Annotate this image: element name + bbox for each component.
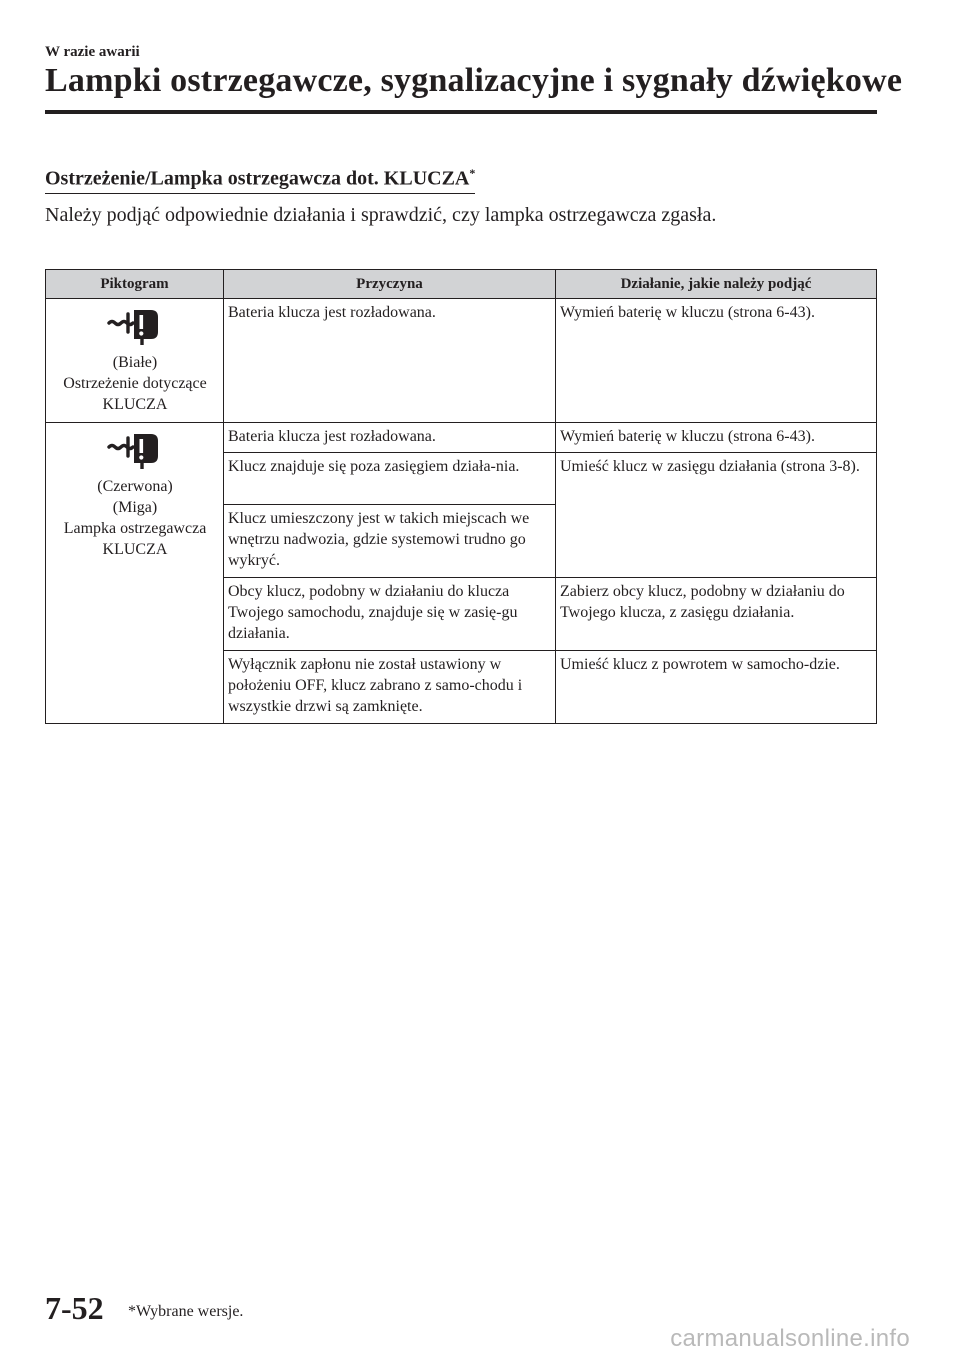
header-pictogram: Piktogram — [46, 270, 224, 299]
footnote: *Wybrane wersje. — [128, 1303, 244, 1320]
key-warning-table — [45, 269, 877, 724]
key-warning-icon — [104, 426, 166, 472]
section-label: W razie awarii — [45, 44, 140, 60]
table-row — [46, 423, 877, 453]
action-cell: Umieść klucz z powrotem w samocho-dzie. — [556, 651, 877, 724]
table-row — [46, 299, 877, 423]
cause-cell: Obcy klucz, podobny w działaniu do klucza Twojego samochodu, znajduje się w zasię-gu działania. — [224, 578, 556, 651]
action-cell: Umieść klucz w zasięgu działania (strona 3-8). — [556, 453, 877, 578]
optional-equipment-marker: * — [469, 166, 476, 180]
table-header-row — [46, 270, 877, 299]
pictogram-label-line: (Czerwona) — [97, 478, 173, 495]
pictogram-label-line: KLUCZA — [102, 396, 168, 413]
action-cell: Wymień baterię w kluczu (strona 6-43). — [556, 299, 877, 423]
key-warning-icon — [104, 302, 166, 348]
pictogram-label-line: (Miga) — [112, 499, 158, 516]
pictogram-label-line: Lampka ostrzegawcza — [63, 520, 207, 537]
cause-cell: Klucz umieszczony jest w takich miejscach we wnętrzu nadwozia, gdzie systemowi trudno go wykryć. — [224, 505, 556, 578]
watermark: carmanualsonline.info — [670, 1325, 910, 1352]
cause-cell: Klucz znajduje się poza zasięgiem działa-nia. — [224, 453, 556, 505]
pictogram-label-line: (Białe) — [112, 354, 158, 371]
intro-text: Należy podjąć odpowiednie działania i sprawdzić, czy lampka ostrzegawcza zgasła. — [45, 204, 717, 226]
cause-cell: Bateria klucza jest rozładowana. — [224, 299, 556, 423]
header-action: Działanie, jakie należy podjąć — [556, 270, 877, 299]
pictogram-label-line: KLUCZA — [102, 541, 168, 558]
chapter-title: Lampki ostrzegawcze, sygnalizacyjne i sygnały dźwiękowe — [45, 62, 903, 99]
subsection-title-text: Ostrzeżenie/Lampka ostrzegawcza dot. KLUCZA — [45, 167, 470, 190]
title-rule — [45, 110, 877, 114]
pictogram-cell-white — [46, 299, 224, 423]
page-number: 7-52 — [45, 1290, 104, 1326]
pictogram-label-line: Ostrzeżenie dotyczące — [63, 375, 207, 392]
header-cause: Przyczyna — [224, 270, 556, 299]
cause-cell: Bateria klucza jest rozładowana. — [224, 423, 556, 453]
action-cell: Zabierz obcy klucz, podobny w działaniu do Twojego klucza, z zasięgu działania. — [556, 578, 877, 651]
cause-cell: Wyłącznik zapłonu nie został ustawiony w położeniu OFF, klucz zabrano z samo-chodu i wszystkie drzwi są zamknięte. — [224, 651, 556, 724]
subsection-title — [45, 166, 475, 194]
action-cell: Wymień baterię w kluczu (strona 6-43). — [556, 423, 877, 453]
pictogram-cell-red — [46, 423, 224, 724]
